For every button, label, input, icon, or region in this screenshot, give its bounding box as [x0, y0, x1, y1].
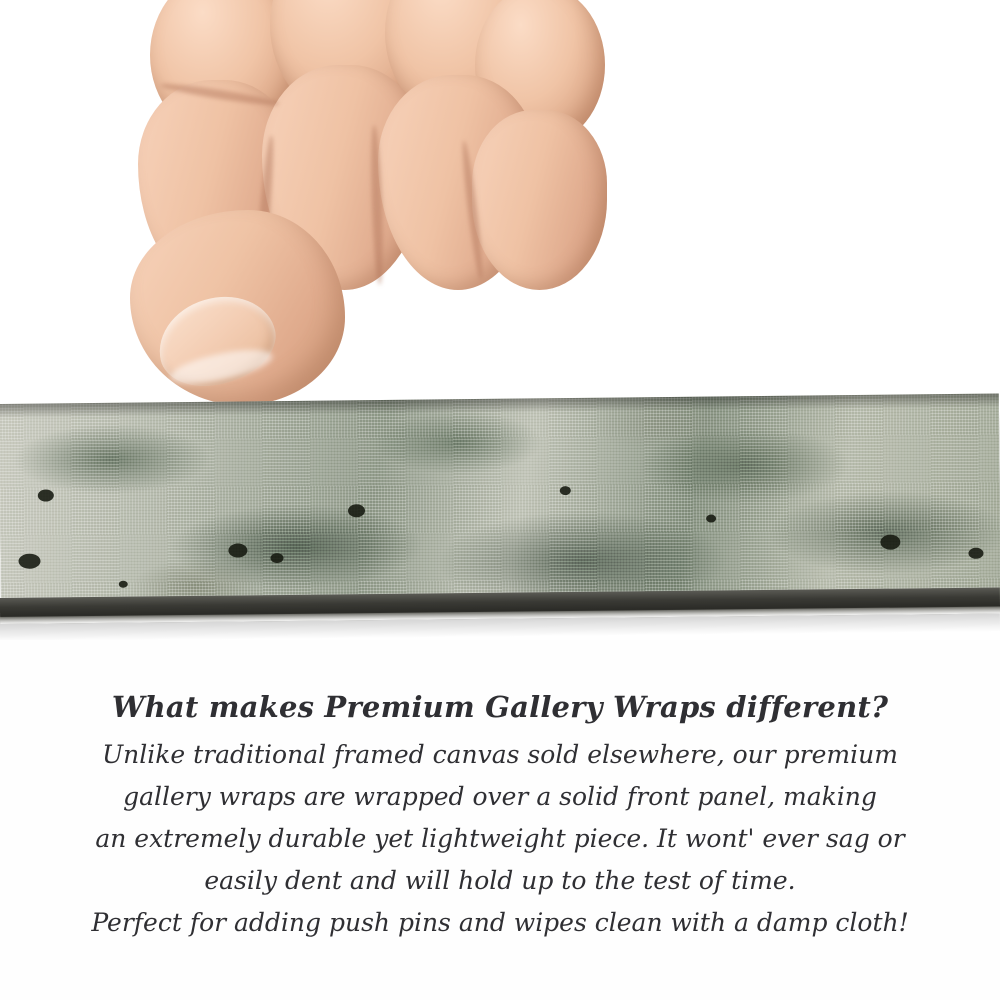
- caption-line: an extremely durable yet lightweight piece. It wont' ever sag or: [95, 824, 905, 853]
- caption-line: gallery wraps are wrapped over a solid front panel, making: [123, 782, 877, 811]
- canvas-dark-spots: [0, 394, 1000, 619]
- caption-line: Perfect for adding push pins and wipes clean with a damp cloth!: [91, 908, 909, 937]
- caption-line: easily dent and will hold up to the test of time.: [204, 866, 796, 895]
- caption-body: [0, 738, 1000, 939]
- finger: [472, 110, 607, 290]
- caption-block: [0, 690, 1000, 939]
- thumb: [130, 210, 345, 405]
- caption-line: Unlike traditional framed canvas sold elsewhere, our premium: [102, 740, 898, 769]
- hand-fist: [120, 0, 590, 430]
- caption-heading: What makes Premium Gallery Wraps different?: [111, 690, 889, 724]
- thumbnail: [150, 287, 283, 396]
- canvas-wrap-edge: [0, 394, 1000, 619]
- thumbnail-tip: [168, 343, 275, 390]
